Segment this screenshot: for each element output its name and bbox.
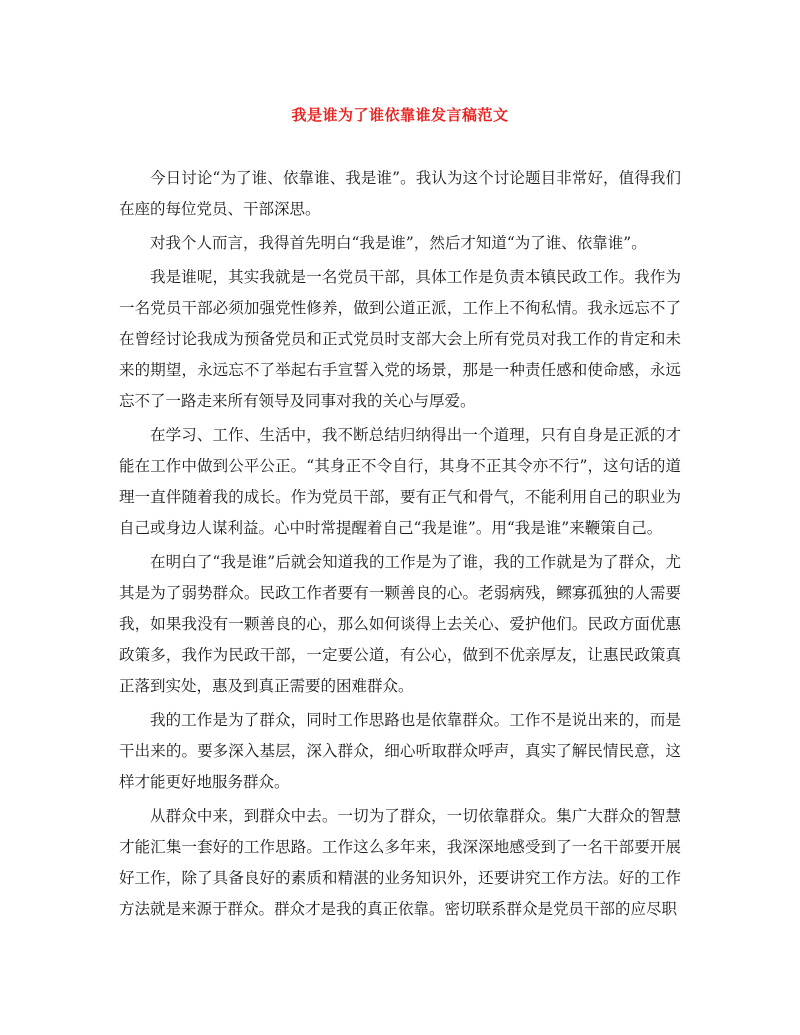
paragraph-6: 我的工作是为了群众，同时工作思路也是依靠群众。工作不是说出来的，而是干出来的。要多深入基层，深入群众，细心听取群众呼声，真实了解民情民意，这样才能更好地服务群众。 — [119, 711, 681, 791]
paragraph-1: 今日讨论“为了谁、依靠谁、我是谁”。我认为这个讨论题目非常好，值得我们在座的每位党员、干部深思。 — [119, 169, 681, 218]
document-body — [119, 163, 681, 928]
paragraph-4: 在学习、工作、生活中，我不断总结归纳得出一个道理，只有自身是正派的才能在工作中做到公平公正。“其身正不令自行，其身不正其令亦不行”，这句话的道理一直伴随着我的成长。作为党员干部，要有正气和骨气，不能利用自己的职业为自己或身边人谋利益。心中时常提醒着自己“我是谁”。用“我是谁”来鞭策自己。 — [119, 426, 681, 537]
paragraph-5: 在明白了“我是谁”后就会知道我的工作是为了谁，我的工作就是为了群众，尤其是为了弱势群众。民政工作者要有一颗善良的心。老弱病残，鳏寡孤独的人需要我，如果我没有一颗善良的心，那么如何谈得上去关心、爱护他们。民政方面优惠政策多，我作为民政干部，一定要公道，有公心，做到不优亲厚友，让惠民政策真正落到实处，惠及到真正需要的困难群众。 — [119, 553, 681, 695]
paragraph-3: 我是谁呢，其实我就是一名党员干部，具体工作是负责本镇民政工作。我作为一名党员干部必须加强党性修养，做到公道正派，工作上不徇私情。我永远忘不了在曾经讨论我成为预备党员和正式党员时支部大会上所有党员对我工作的肯定和未来的期望，永远忘不了举起右手宣誓入党的场景，那是一种责任感和使命感，永远忘不了一路走来所有领导及同事对我的关心与厚爱。 — [119, 268, 681, 410]
document-title: 我是谁为了谁依靠谁发言稿范文 — [291, 106, 509, 124]
paragraph-2: 对我个人而言，我得首先明白“我是谁”，然后才知道“为了谁、依靠谁”。 — [150, 234, 647, 252]
paragraph-7: 从群众中来，到群众中去。一切为了群众，一切依靠群众。集广大群众的智慧才能汇集一套好的工作思路。工作这么多年来，我深深地感受到了一名干部要开展好工作，除了具备良好的素质和精湛的业务知识外，还要讲究工作方法。好的工作方法就是来源于群众。群众才是我的真正依靠。密切联系群众是党员干部的应尽职 — [119, 807, 681, 918]
